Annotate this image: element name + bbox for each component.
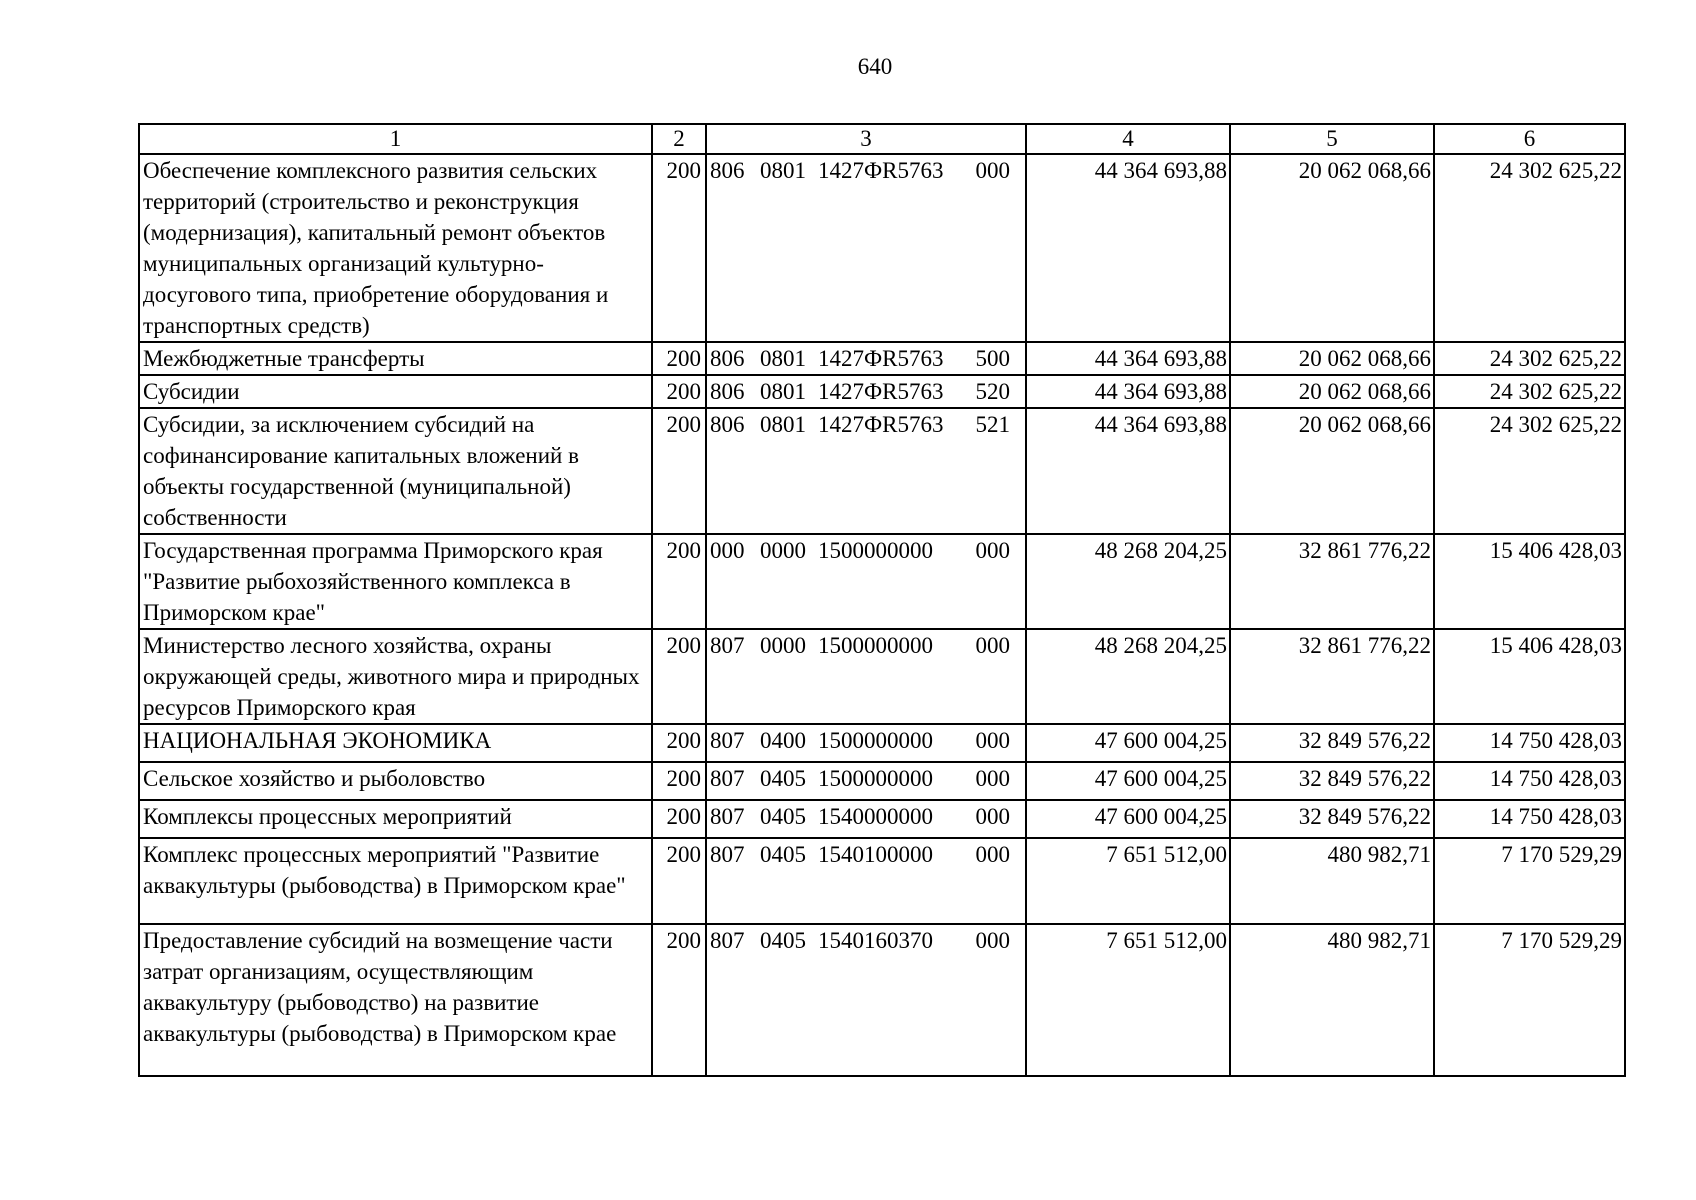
row-value-col5: 20 062 068,66 [1230, 342, 1434, 375]
row-name-cell: Обеспечение комплексного развития сельских территорий (строительство и реконструкция (модернизация), капитальный ремонт объектов муниципальных организаций культурно-досугового типа, приобретение оборудования и транспортных средств) [139, 154, 652, 342]
table-row [139, 762, 1625, 800]
code-section: 0000 [760, 538, 806, 563]
row-value-col5: 480 982,71 [1230, 838, 1434, 924]
row-code-cell [706, 800, 1026, 838]
code-ministry: 806 [710, 158, 745, 183]
code-target: 1427ФR5763 [818, 346, 944, 371]
row-name-cell: Субсидии [139, 375, 652, 408]
table-row [139, 534, 1625, 629]
code-target: 1540160370 [818, 928, 933, 953]
row-value-col5: 20 062 068,66 [1230, 375, 1434, 408]
table-row [139, 800, 1625, 838]
code-target: 1427ФR5763 [818, 158, 944, 183]
row-gr-cell: 200 [652, 534, 706, 629]
row-value-col5: 480 982,71 [1230, 924, 1434, 1076]
row-value-col6: 14 750 428,03 [1434, 724, 1625, 762]
row-value-col5: 32 861 776,22 [1230, 534, 1434, 629]
row-value-col6: 7 170 529,29 [1434, 924, 1625, 1076]
code-section: 0801 [760, 379, 806, 404]
row-value-col6: 14 750 428,03 [1434, 800, 1625, 838]
row-value-col4: 44 364 693,88 [1026, 154, 1230, 342]
row-value-col4: 44 364 693,88 [1026, 375, 1230, 408]
row-gr-cell: 200 [652, 629, 706, 724]
row-name-cell: Субсидии, за исключением субсидий на софинансирование капитальных вложений в объекты государственной (муниципальной) собственности [139, 408, 652, 534]
row-code-cell [706, 924, 1026, 1076]
code-ministry: 807 [710, 728, 745, 753]
row-value-col6: 7 170 529,29 [1434, 838, 1625, 924]
row-value-col4: 44 364 693,88 [1026, 408, 1230, 534]
row-value-col4: 7 651 512,00 [1026, 838, 1230, 924]
row-gr-cell: 200 [652, 375, 706, 408]
code-expense-type: 000 [975, 804, 1010, 829]
code-expense-type: 521 [975, 412, 1010, 437]
code-section: 0405 [760, 766, 806, 791]
row-gr-cell: 200 [652, 800, 706, 838]
code-section: 0801 [760, 346, 806, 371]
code-target: 1540000000 [818, 804, 933, 829]
row-value-col4: 48 268 204,25 [1026, 534, 1230, 629]
code-section: 0400 [760, 728, 806, 753]
row-value-col5: 32 849 576,22 [1230, 762, 1434, 800]
code-expense-type: 000 [975, 728, 1010, 753]
row-value-col5: 32 849 576,22 [1230, 724, 1434, 762]
code-section: 0801 [760, 158, 806, 183]
table-row [139, 154, 1625, 342]
row-name-cell: Комплекс процессных мероприятий "Развитие аквакультуры (рыбоводства) в Приморском крае" [139, 838, 652, 924]
row-value-col6: 24 302 625,22 [1434, 408, 1625, 534]
row-value-col6: 15 406 428,03 [1434, 534, 1625, 629]
code-target: 1427ФR5763 [818, 412, 944, 437]
row-name-cell: Предоставление субсидий на возмещение части затрат организациям, осуществляющим аквакультуру (рыбоводство) на развитие аквакультуры (рыбоводства) в Приморском крае [139, 924, 652, 1076]
code-ministry: 806 [710, 379, 745, 404]
code-target: 1427ФR5763 [818, 379, 944, 404]
row-code-cell [706, 375, 1026, 408]
code-section: 0405 [760, 804, 806, 829]
row-value-col4: 48 268 204,25 [1026, 629, 1230, 724]
table-row [139, 724, 1625, 762]
row-value-col5: 20 062 068,66 [1230, 408, 1434, 534]
row-name-cell: Межбюджетные трансферты [139, 342, 652, 375]
code-section: 0000 [760, 633, 806, 658]
code-expense-type: 520 [975, 379, 1010, 404]
header-cell: 4 [1026, 124, 1230, 154]
code-target: 1500000000 [818, 728, 933, 753]
row-value-col5: 32 861 776,22 [1230, 629, 1434, 724]
row-code-cell [706, 408, 1026, 534]
row-gr-cell: 200 [652, 408, 706, 534]
row-value-col4: 47 600 004,25 [1026, 724, 1230, 762]
header-cell: 2 [652, 124, 706, 154]
code-target: 1500000000 [818, 538, 933, 563]
budget-table [138, 123, 1626, 1077]
row-code-cell [706, 724, 1026, 762]
row-value-col4: 47 600 004,25 [1026, 762, 1230, 800]
code-target: 1540100000 [818, 842, 933, 867]
code-ministry: 807 [710, 842, 745, 867]
row-value-col4: 47 600 004,25 [1026, 800, 1230, 838]
code-expense-type: 000 [975, 928, 1010, 953]
table-row [139, 408, 1625, 534]
row-code-cell [706, 534, 1026, 629]
row-code-cell [706, 154, 1026, 342]
row-value-col5: 20 062 068,66 [1230, 154, 1434, 342]
row-gr-cell: 200 [652, 762, 706, 800]
row-value-col5: 32 849 576,22 [1230, 800, 1434, 838]
row-code-cell [706, 838, 1026, 924]
row-gr-cell: 200 [652, 342, 706, 375]
code-ministry: 807 [710, 928, 745, 953]
row-value-col6: 14 750 428,03 [1434, 762, 1625, 800]
row-gr-cell: 200 [652, 724, 706, 762]
code-section: 0405 [760, 928, 806, 953]
code-ministry: 806 [710, 412, 745, 437]
row-gr-cell: 200 [652, 838, 706, 924]
table-row [139, 342, 1625, 375]
code-ministry: 807 [710, 633, 745, 658]
table-row [139, 375, 1625, 408]
code-expense-type: 000 [975, 538, 1010, 563]
header-cell: 5 [1230, 124, 1434, 154]
row-value-col6: 15 406 428,03 [1434, 629, 1625, 724]
code-ministry: 000 [710, 538, 745, 563]
page-number: 640 [857, 54, 893, 79]
code-ministry: 806 [710, 346, 745, 371]
row-name-cell: Сельское хозяйство и рыболовство [139, 762, 652, 800]
code-expense-type: 000 [975, 633, 1010, 658]
row-gr-cell: 200 [652, 154, 706, 342]
row-value-col6: 24 302 625,22 [1434, 154, 1625, 342]
code-expense-type: 000 [975, 842, 1010, 867]
row-value-col4: 7 651 512,00 [1026, 924, 1230, 1076]
row-gr-cell: 200 [652, 924, 706, 1076]
row-name-cell: Министерство лесного хозяйства, охраны окружающей среды, животного мира и природных ресурсов Приморского края [139, 629, 652, 724]
table-header-row [139, 124, 1625, 154]
code-expense-type: 000 [975, 158, 1010, 183]
code-expense-type: 000 [975, 766, 1010, 791]
code-ministry: 807 [710, 766, 745, 791]
table-row [139, 924, 1625, 1076]
row-code-cell [706, 762, 1026, 800]
header-cell: 3 [706, 124, 1026, 154]
table-row [139, 838, 1625, 924]
row-name-cell: Государственная программа Приморского края "Развитие рыбохозяйственного комплекса в Приморском крае" [139, 534, 652, 629]
code-section: 0405 [760, 842, 806, 867]
row-name-cell: НАЦИОНАЛЬНАЯ ЭКОНОМИКА [139, 724, 652, 762]
code-ministry: 807 [710, 804, 745, 829]
header-cell: 6 [1434, 124, 1625, 154]
header-cell: 1 [139, 124, 652, 154]
code-target: 1500000000 [818, 633, 933, 658]
row-value-col6: 24 302 625,22 [1434, 342, 1625, 375]
code-target: 1500000000 [818, 766, 933, 791]
row-name-cell: Комплексы процессных мероприятий [139, 800, 652, 838]
row-code-cell [706, 629, 1026, 724]
table-row [139, 629, 1625, 724]
code-expense-type: 500 [975, 346, 1010, 371]
row-value-col6: 24 302 625,22 [1434, 375, 1625, 408]
row-value-col4: 44 364 693,88 [1026, 342, 1230, 375]
code-section: 0801 [760, 412, 806, 437]
row-code-cell [706, 342, 1026, 375]
